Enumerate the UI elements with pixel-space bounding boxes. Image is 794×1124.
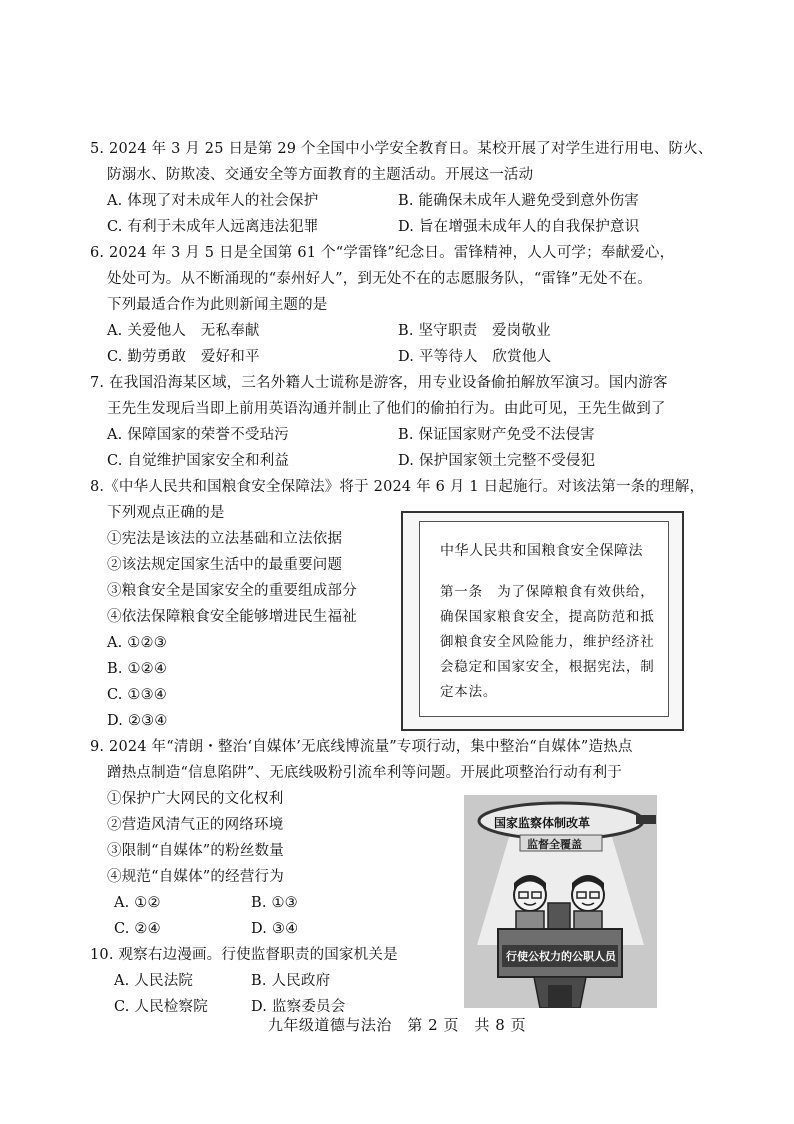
q9-statement-3: ③限制“自媒体”的粉丝数量 <box>107 843 284 859</box>
q9-statement-4: ④规范“自媒体”的经营行为 <box>107 869 284 885</box>
q10-option-c: C. 人民检察院 <box>114 999 208 1015</box>
q8-statement-3: ③粮食安全是国家安全的重要组成部分 <box>107 583 357 599</box>
q7-option-a: A. 保障国家的荣誉不受玷污 <box>107 427 289 443</box>
q6-stem-line-1: 6. 2024 年 3 月 5 日是全国第 61 个“学雷锋”纪念日。雷锋精神，人人可学；奉献爱心， <box>90 245 675 261</box>
q9-stem-line-1: 9. 2024 年“清朗・整治‘自媒体’无底线博流量”专项行动，集中整治“自媒体”造热点 <box>90 739 633 755</box>
q5-option-b: B. 能确保未成年人避免受到意外伤害 <box>398 193 639 209</box>
q8-statement-2: ②该法规定国家生活中的最重要问题 <box>107 557 343 573</box>
q7-option-c: C. 自觉维护国家安全和利益 <box>107 453 290 469</box>
q10-stem: 10. 观察右边漫画。行使监督职责的国家机关是 <box>90 947 398 963</box>
q8-option-a: A. ①②③ <box>107 635 167 651</box>
q10-option-a: A. 人民法院 <box>114 973 194 989</box>
q6-stem-line-3: 下列最适合作为此则新闻主题的是 <box>107 297 328 313</box>
q9-option-c: C. ②④ <box>114 921 161 937</box>
q9-statement-2: ②营造风清气正的网络环境 <box>107 817 284 833</box>
q7-option-d: D. 保护国家领土完整不受侵犯 <box>398 453 596 469</box>
q8-option-d: D. ②③④ <box>107 713 168 729</box>
q9-stem-line-2: 蹭热点制造“信息陷阱”、无底线吸粉引流牟利等问题。开展此项整治行动有利于 <box>107 765 623 781</box>
podium-label: 行使公权力的公职人员 <box>506 950 616 963</box>
q5-stem-line-1: 5. 2024 年 3 月 25 日是第 29 个全国中小学安全教育日。某校开展了对学生进行用电、防火、 <box>90 141 713 157</box>
q9-statement-1: ①保护广大网民的文化权利 <box>107 791 284 807</box>
q8-stem-line-2: 下列观点正确的是 <box>107 505 225 521</box>
q5-option-a: A. 体现了对未成年人的社会保护 <box>107 193 319 209</box>
q8-statement-1: ①宪法是该法的立法基础和立法依据 <box>107 531 343 547</box>
q6-option-c: C. 勤劳勇敢 爱好和平 <box>107 349 260 365</box>
q5-stem-line-2: 防溺水、防欺凌、交通安全等方面教育的主题活动。开展这一活动 <box>107 167 534 183</box>
magnifier-label: 国家监察体制改革 <box>494 816 591 830</box>
q8-option-c: C. ①③④ <box>107 687 167 703</box>
q5-option-c: C. 有利于未成年人远离违法犯罪 <box>107 219 319 235</box>
law-book-title: 中华人民共和国粮食安全保障法 <box>440 543 643 559</box>
q5-option-d: D. 旨在增强未成年人的自我保护意识 <box>398 219 640 235</box>
q6-stem-line-2: 处处可为。从不断涌现的“泰州好人”，到无处不在的志愿服务队，“雷锋”无处不在。 <box>107 271 652 287</box>
q7-stem-line-1: 7. 在我国沿海某区域，三名外籍人士谎称是游客，用专业设备偷拍解放军演习。国内游客 <box>90 375 668 391</box>
q8-option-b: B. ①②④ <box>107 661 168 677</box>
page-footer: 九年级道德与法治 第 2 页 共 8 页 <box>267 1016 527 1034</box>
supervision-cartoon <box>464 795 657 1008</box>
law-book-page <box>419 521 669 717</box>
q9-option-a: A. ①② <box>114 895 161 911</box>
q9-option-b: B. ①③ <box>251 895 298 911</box>
law-book-article-text: 第一条 为了保障粮食有效供给，确保国家粮食安全，提高防范和抵御粮食安全风险能力，维护经济社会稳定和国家安全，根据宪法，制定本法。 <box>440 584 655 700</box>
q10-option-b: B. 人民政府 <box>251 973 331 989</box>
q10-option-d: D. 监察委员会 <box>251 999 346 1015</box>
q8-stem-line-1: 8.《中华人民共和国粮食安全保障法》将于 2024 年 6 月 1 日起施行。对该法第一条的理解， <box>90 479 705 495</box>
q9-option-d: D. ③④ <box>251 921 299 937</box>
law-book-figure <box>401 511 684 731</box>
beam-label: 监督全覆盖 <box>527 838 582 851</box>
q6-option-a: A. 关爱他人 无私奉献 <box>107 323 260 339</box>
q7-option-b: B. 保证国家财产免受不法侵害 <box>398 427 595 443</box>
q6-option-b: B. 坚守职责 爱岗敬业 <box>398 323 551 339</box>
q7-stem-line-2: 王先生发现后当即上前用英语沟通并制止了他们的偷拍行为。由此可见，王先生做到了 <box>107 401 666 417</box>
q8-statement-4: ④依法保障粮食安全能够增进民生福祉 <box>107 609 357 625</box>
q6-option-d: D. 平等待人 欣赏他人 <box>398 349 552 365</box>
